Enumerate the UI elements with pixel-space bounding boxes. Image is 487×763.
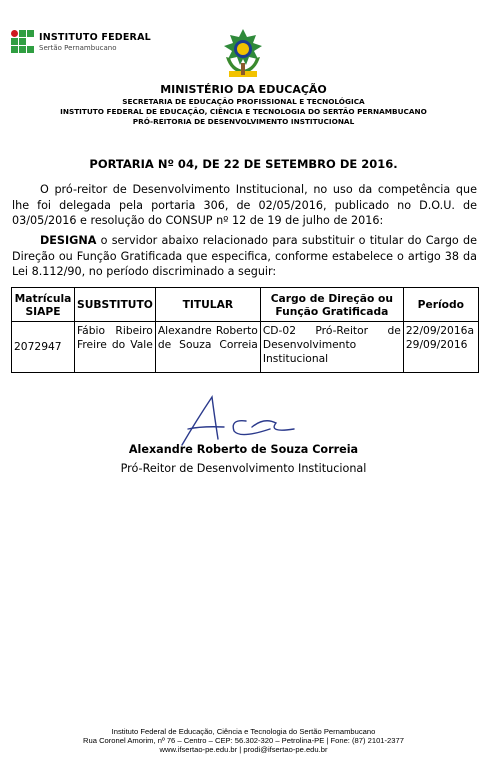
cell-cargo: CD-02 Pró-Reitor de Desenvolvimento Institucional [260, 322, 403, 373]
header-matricula: Matrícula SIAPE [12, 288, 75, 322]
header-cargo: Cargo de Direção ou Função Gratificada [260, 288, 403, 322]
paragraph-competencia: O pró-reitor de Desenvolvimento Institucional, no uso da competência que lhe foi delegada pela portaria 306, de 02/05/2016, publicado no D.O.U. de 03/05/2016 e resolução do CONSUP nº 12 de 19 de julho de 2016: [12, 183, 477, 227]
table-header-row [12, 288, 479, 322]
portaria-title: PORTARIA Nº 04, DE 22 DE SETEMBRO DE 2016. [89, 157, 398, 171]
logo-name: INSTITUTO FEDERAL [39, 32, 151, 43]
footer-address: Rua Coronel Amorim, nº 76 – Centro – CEP: 56.302-320 – Petrolina-PE | Fone: (87) 2101-2377 [83, 736, 404, 745]
footer-institution: Instituto Federal de Educação, Ciência e Tecnologia do Sertão Pernambucano [111, 727, 376, 736]
signatory-role: Pró-Reitor de Desenvolvimento Institucional [120, 462, 367, 475]
handwritten-signature [160, 393, 330, 448]
secretaria-heading: SECRETARIA DE EDUCAÇÃO PROFISSIONAL E TECNOLÓGICA [122, 97, 365, 106]
designa-text: o servidor abaixo relacionado para substituir o titular do Cargo de Direção ou Função Gratificada que especifica, conforme estabelece o artigo 38 da Lei 8.112/90, no período discriminado a seguir: [12, 234, 477, 278]
pro-reitoria-heading: PRÓ-REITORIA DE DESENVOLVIMENTO INSTITUCIONAL [132, 117, 355, 126]
header-periodo: Período [403, 288, 478, 322]
periodo-fim: 29/09/2016 [405, 338, 468, 351]
cell-periodo [403, 322, 478, 373]
periodo-inicio: 22/09/2016a [405, 324, 474, 337]
header-titular: TITULAR [155, 288, 260, 322]
cell-matricula: 2072947 [12, 322, 75, 373]
instituto-heading: INSTITUTO FEDERAL DE EDUCAÇÃO, CIÊNCIA E TECNOLOGIA DO SERTÃO PERNAMBUCANO [60, 107, 427, 116]
table-row [12, 322, 479, 373]
logo-grid-icon [11, 30, 35, 56]
paragraph-designa [12, 233, 477, 280]
signatory-name: Alexandre Roberto de Souza Correia [128, 443, 359, 456]
cell-titular: Alexandre Roberto de Souza Correia [155, 322, 260, 373]
ministry-heading: MINISTÉRIO DA EDUCAÇÃO [160, 83, 327, 96]
designa-keyword: DESIGNA [40, 234, 97, 247]
designation-table [11, 287, 479, 373]
coat-of-arms-icon [216, 27, 270, 81]
cell-substituto: Fábio Ribeiro Freire do Vale [75, 322, 156, 373]
header-substituto: SUBSTITUTO [75, 288, 156, 322]
institute-logo [11, 30, 151, 60]
footer-contact: www.ifsertao-pe.edu.br | prodi@ifsertao-pe.edu.br [159, 745, 328, 754]
logo-campus: Sertão Pernambucano [39, 44, 117, 52]
